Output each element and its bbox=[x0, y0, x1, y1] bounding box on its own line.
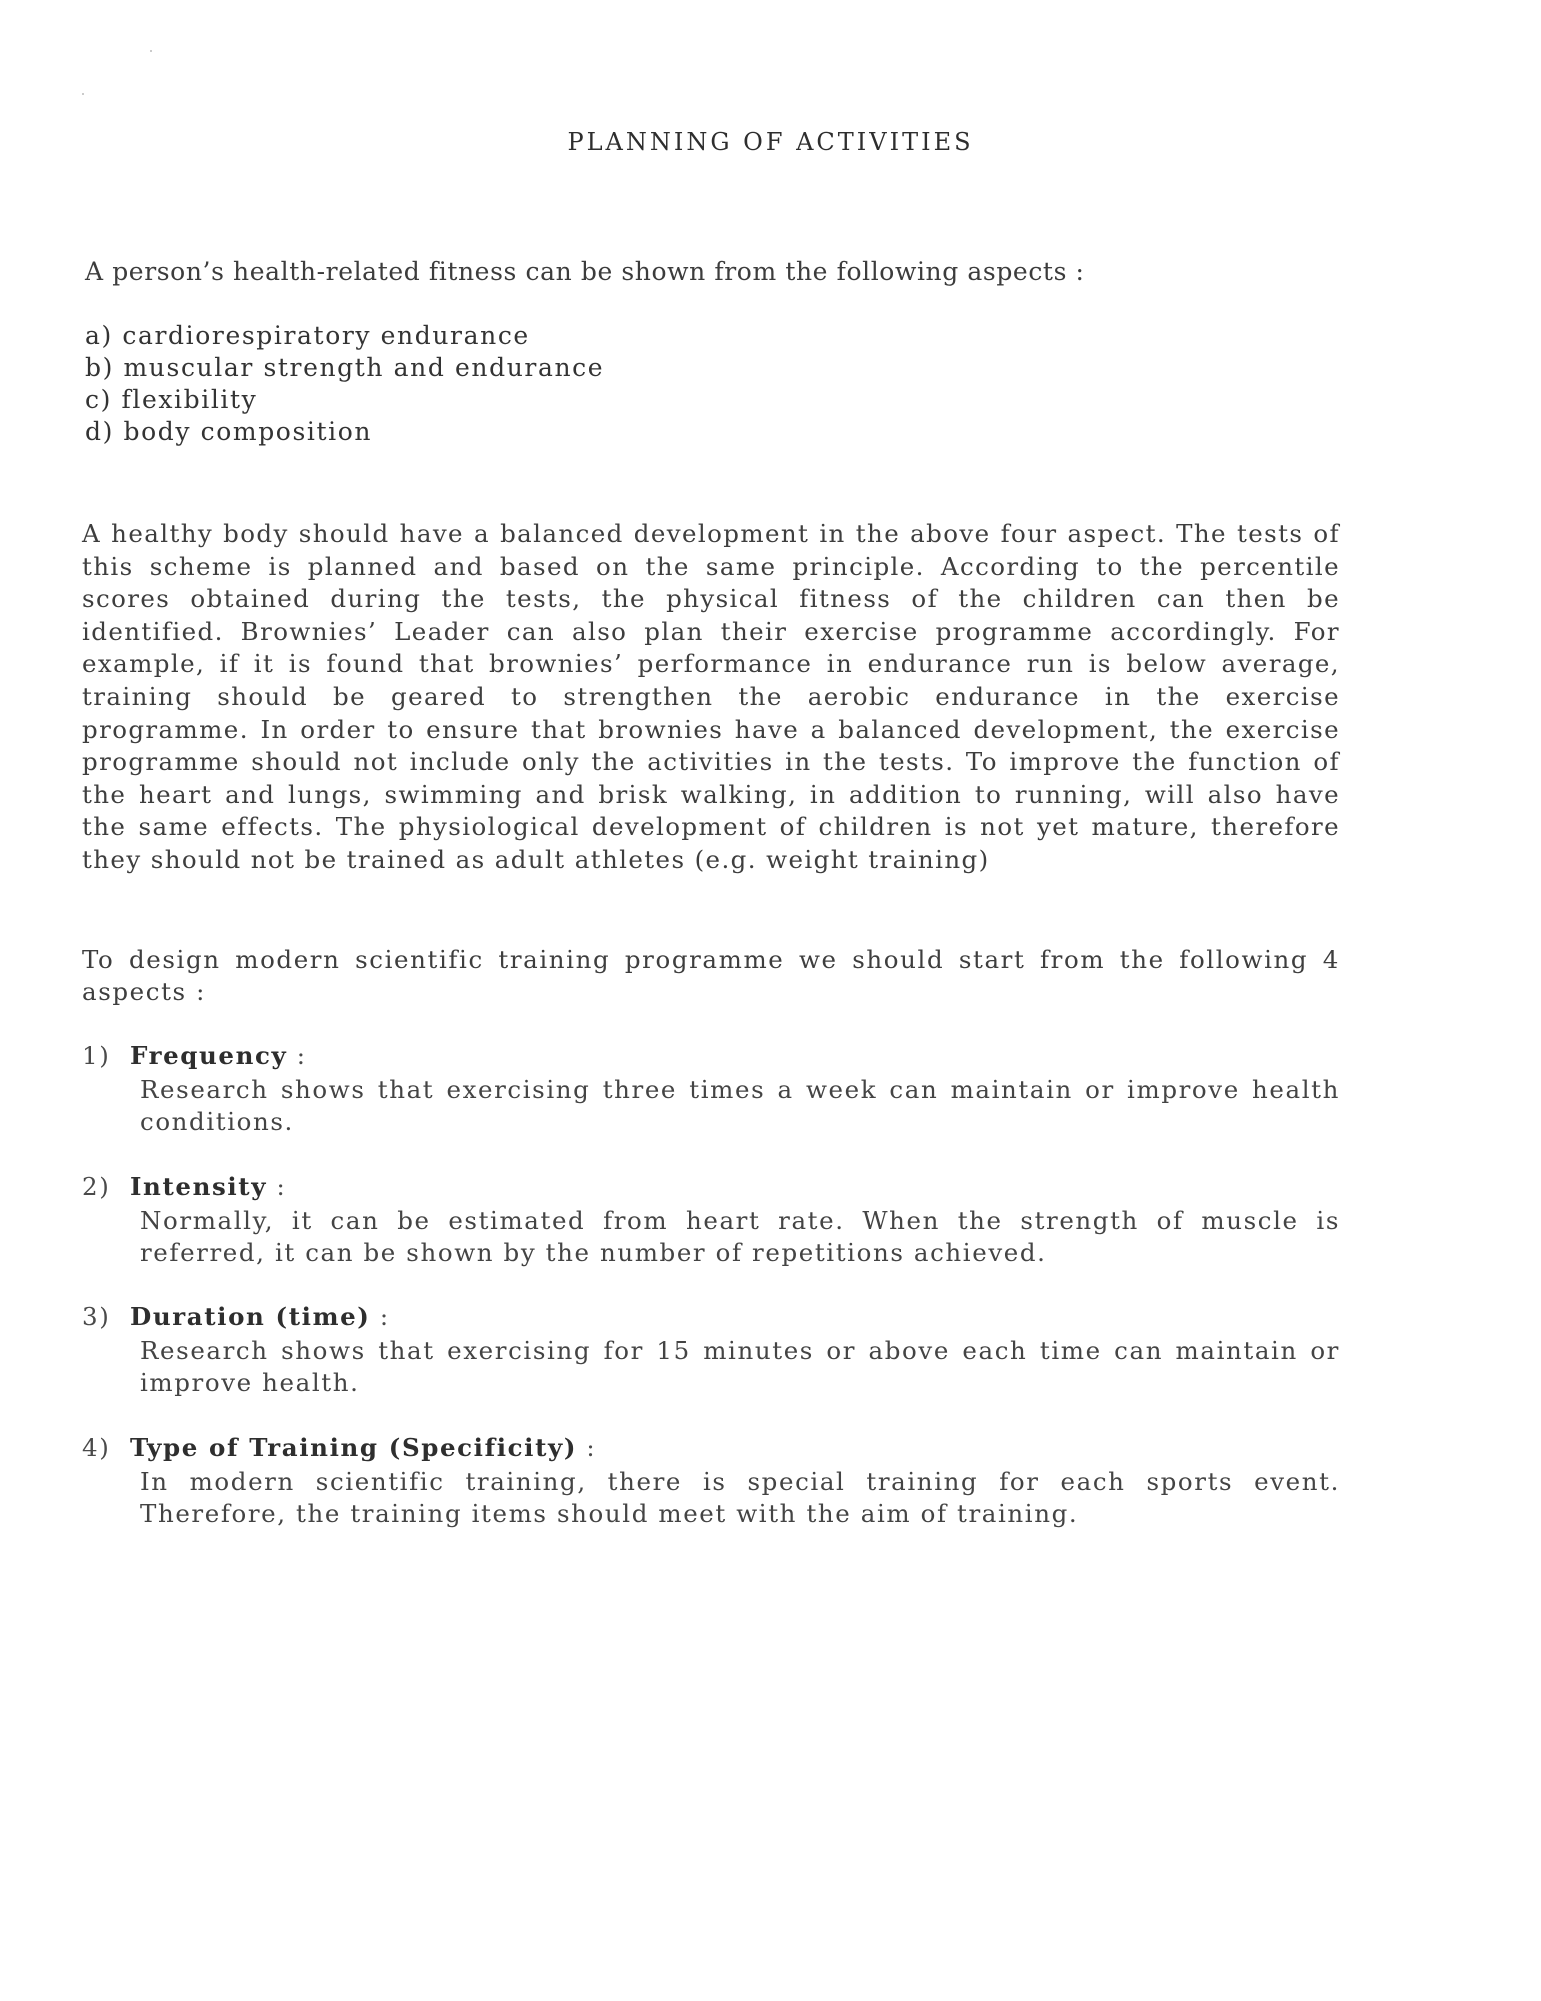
list-item: d) body composition bbox=[85, 417, 373, 446]
factor-text: Research shows that exercising three times a week can maintain or improve health conditions. bbox=[140, 1075, 1340, 1136]
intro-line: A person’s health-related fitness can be shown from the following aspects : bbox=[85, 257, 1085, 286]
factor-title: Intensity bbox=[130, 1172, 268, 1201]
fitness-aspects-list bbox=[85, 320, 604, 448]
design-intro-paragraph: To design modern scientific training programme we should start from the following 4 aspects : bbox=[82, 945, 1340, 1006]
factor-title: Duration (time) bbox=[130, 1302, 371, 1331]
page-title: PLANNING OF ACTIVITIES bbox=[567, 128, 974, 156]
factor-number: 3) bbox=[82, 1302, 111, 1331]
factor-heading bbox=[82, 1432, 1342, 1464]
factor-number: 4) bbox=[82, 1433, 111, 1462]
factor-colon: : bbox=[586, 1433, 597, 1462]
body-paragraph: A healthy body should have a balanced development in the above four aspect. The tests of this scheme is planned and based on the same principle. According to the percentile scores obtained during the tests, the physical fitness of the children can then be identified. Brownies’ Leader can also plan their exercise programme accordingly. For example, if it is found that brownies’ performance in endurance run is below average, training should be geared to strengthen the aerobic endurance in the exercise programme. In order to ensure that brownies have a balanced development, the exercise programme should not include only the activities in the tests. To improve the function of the heart and lungs, swimming and brisk walking, in addition to running, will also have the same effects. The physiological development of children is not yet mature, therefore they should not be trained as adult athletes (e.g. weight training) bbox=[82, 519, 1340, 874]
scan-speck bbox=[82, 93, 84, 95]
factor-heading bbox=[82, 1171, 1342, 1203]
factor-number: 1) bbox=[82, 1041, 111, 1070]
list-item: b) muscular strength and endurance bbox=[85, 353, 605, 382]
factor-text: In modern scientific training, there is special training for each sports event. Therefore, the training items should meet with the aim of training. bbox=[140, 1467, 1340, 1528]
factor-text: Research shows that exercising for 15 minutes or above each time can maintain or improve health. bbox=[140, 1336, 1340, 1397]
factor-intensity bbox=[82, 1171, 1342, 1269]
factor-number: 2) bbox=[82, 1172, 111, 1201]
factor-colon: : bbox=[379, 1302, 390, 1331]
factor-heading bbox=[82, 1301, 1342, 1333]
factor-colon: : bbox=[276, 1172, 287, 1201]
factor-frequency bbox=[82, 1040, 1342, 1138]
factor-type-of-training bbox=[82, 1432, 1342, 1530]
factor-text: Normally, it can be estimated from heart rate. When the strength of muscle is referred, it can be shown by the number of repetitions achieved. bbox=[140, 1206, 1340, 1267]
scan-speck bbox=[150, 50, 152, 52]
factor-title: Type of Training (Specificity) bbox=[130, 1433, 578, 1462]
factor-duration bbox=[82, 1301, 1342, 1399]
factor-title: Frequency bbox=[130, 1041, 288, 1070]
factor-colon: : bbox=[296, 1041, 307, 1070]
factor-heading bbox=[82, 1040, 1342, 1072]
list-item: c) flexibility bbox=[85, 385, 258, 414]
list-item: a) cardiorespiratory endurance bbox=[85, 321, 530, 350]
